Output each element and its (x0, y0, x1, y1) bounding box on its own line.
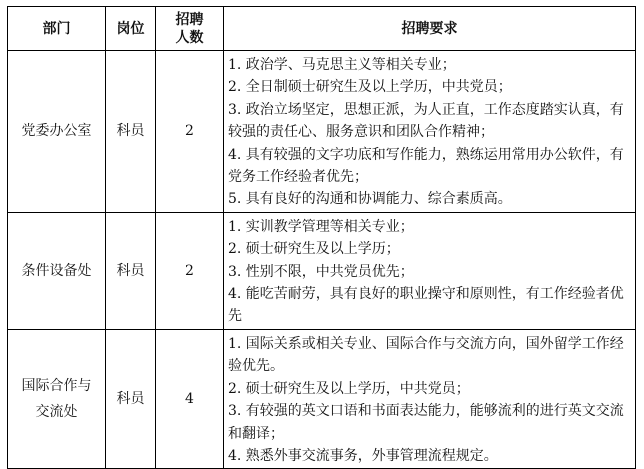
department-line: 交流处 (35, 404, 78, 421)
requirement-item: 1. 实训教学管理等相关专业； (228, 218, 414, 235)
requirement-item: 4. 熟悉外事交流事务，外事管理流程规定。 (228, 447, 498, 464)
requirement-item: 3. 性别不限，中共党员优先； (228, 263, 414, 280)
header-department: 部门 (8, 7, 106, 51)
requirement-item: 2. 全日制硕士研究生及以上学历，中共党员； (228, 79, 512, 96)
department-cell (8, 329, 106, 468)
requirements-cell (224, 212, 636, 329)
header-count-line2: 人数 (175, 29, 204, 46)
header-count-line1: 招聘 (175, 11, 204, 28)
requirement-item: 1. 国际关系或相关专业、国际合作与交流方向，国外留学工作经验优先。 (228, 335, 624, 375)
requirement-item: 2. 硕士研究生及以上学历； (228, 241, 400, 258)
position-cell: 科员 (106, 212, 156, 329)
department-line: 国际合作与 (21, 378, 92, 395)
count-cell: 2 (156, 212, 224, 329)
requirement-item: 1. 政治学、马克思主义等相关专业； (228, 57, 456, 73)
requirement-item: 2. 硕士研究生及以上学历，中共党员； (228, 380, 470, 397)
table-row (8, 212, 636, 329)
requirement-item: 3. 政治立场坚定，思想正派，为人正直，工作态度踏实认真，有较强的责任心、服务意识和团队合作精神； (228, 101, 624, 141)
requirement-item: 3. 有较强的英文口语和书面表达能力，能够流利的进行英文交流和翻译； (228, 403, 624, 442)
table-row (8, 51, 636, 213)
department-line: 党委办公室 (21, 123, 92, 140)
table-row (8, 329, 636, 468)
requirement-item: 4. 具有较强的文字功底和写作能力，熟练运用常用办公软件，有党务工作经验者优先； (228, 146, 624, 186)
department-cell (8, 212, 106, 329)
requirement-item: 5. 具有良好的沟通和协调能力、综合素质高。 (228, 191, 512, 208)
requirements-cell (224, 51, 636, 213)
header-count (156, 7, 224, 51)
count-cell: 4 (156, 329, 224, 468)
header-requirements: 招聘要求 (224, 7, 636, 51)
position-cell: 科员 (106, 329, 156, 468)
recruitment-table (7, 6, 636, 469)
count-cell: 2 (156, 51, 224, 213)
position-cell: 科员 (106, 51, 156, 213)
department-cell (8, 51, 106, 213)
header-row (8, 7, 636, 51)
requirements-cell (224, 329, 636, 468)
header-position: 岗位 (106, 7, 156, 51)
requirement-item: 4. 能吃苦耐劳，具有良好的职业操守和原则性，有工作经验者优先 (228, 286, 624, 325)
department-line: 条件设备处 (21, 262, 92, 279)
